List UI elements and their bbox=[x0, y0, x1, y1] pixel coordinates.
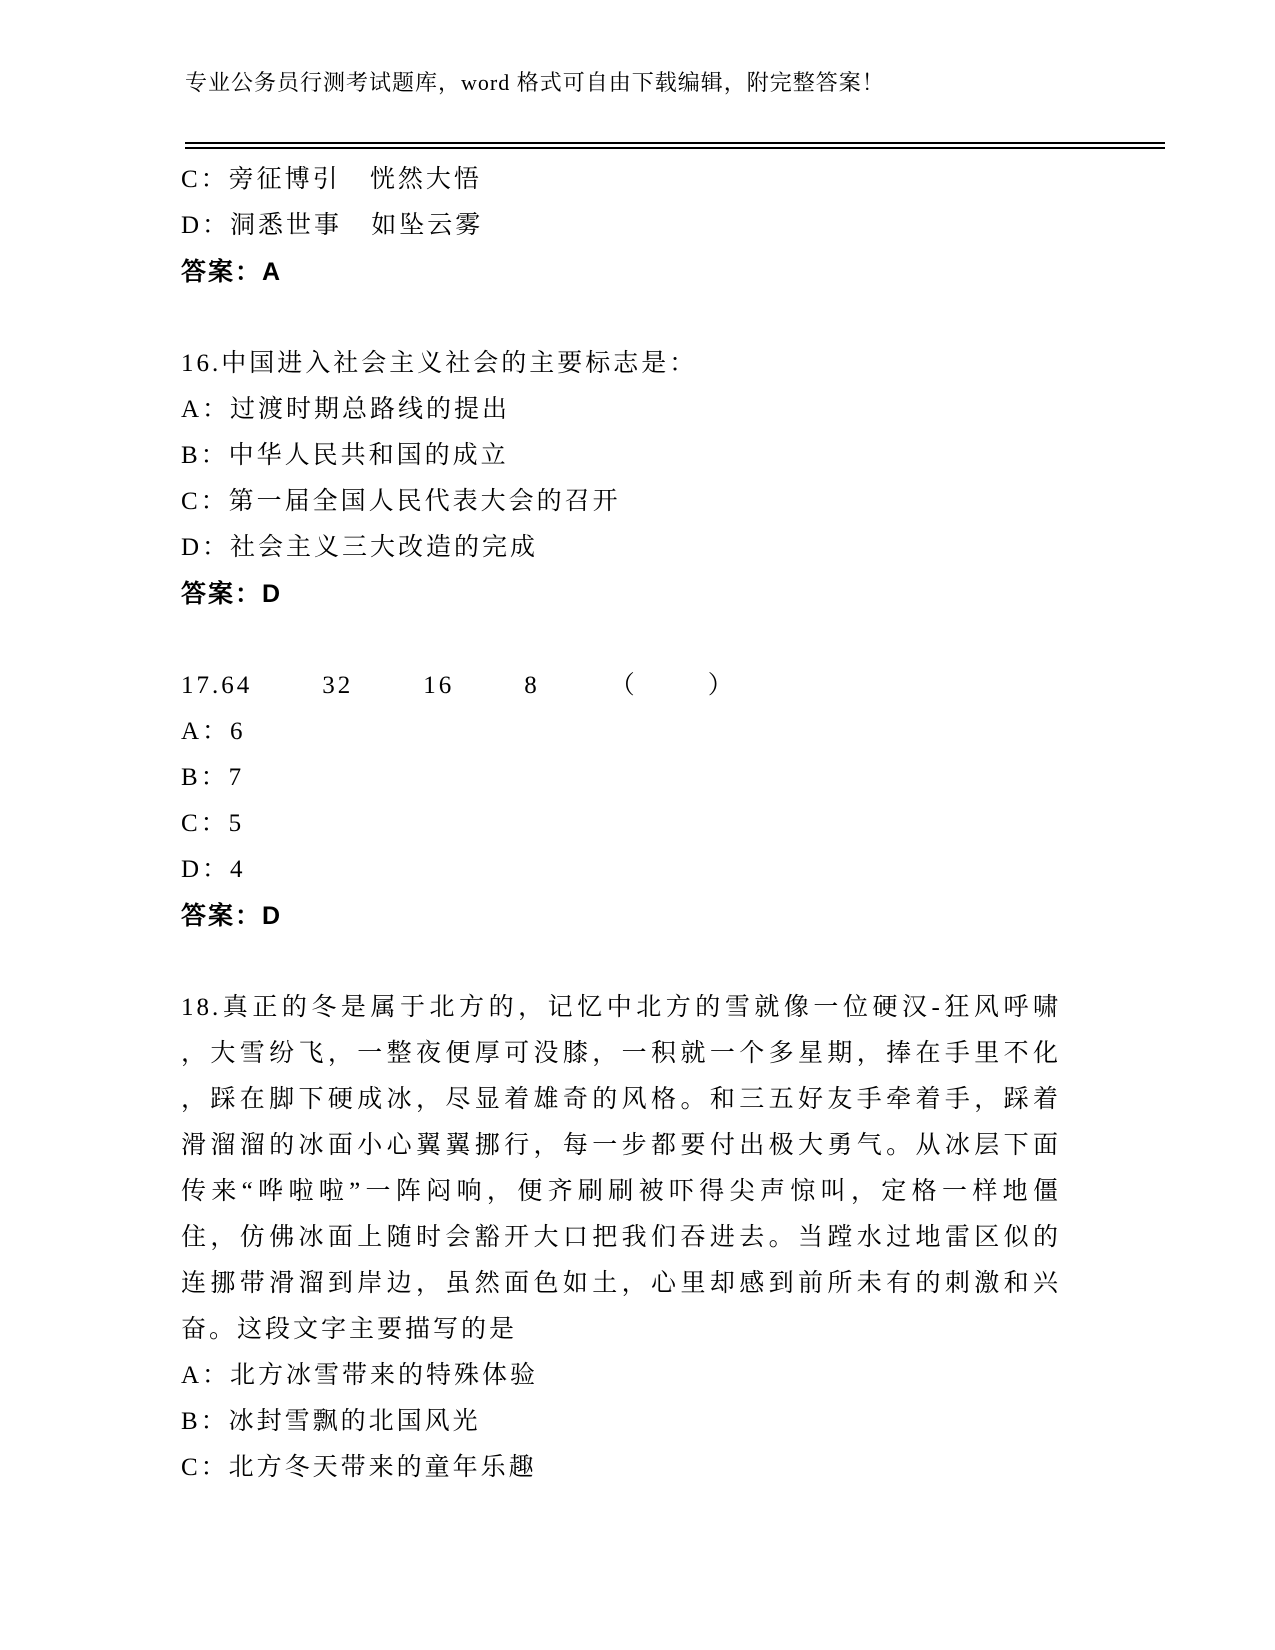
header-text: 专业公务员行测考试题库，word 格式可自由下载编辑，附完整答案！ bbox=[185, 70, 885, 95]
page-header bbox=[185, 0, 1165, 149]
q17-option-d: D：4 bbox=[181, 856, 246, 883]
q15-option-d: D：洞悉世事 如坠云雾 bbox=[181, 212, 484, 239]
q18-option-b: B：冰封雪飘的北国风光 bbox=[181, 1408, 481, 1435]
q17-option-a: A：6 bbox=[181, 718, 246, 745]
q17-sequence bbox=[181, 663, 1061, 709]
spacer bbox=[181, 295, 1061, 341]
q17-open-paren: （ bbox=[609, 672, 638, 699]
q18-option-c: C：北方冬天带来的童年乐趣 bbox=[181, 1454, 537, 1481]
q18-paragraph-line-2: ，大雪纷飞，一整夜便厚可没膝，一积就一个多星期，捧在手里不化 bbox=[181, 1040, 1061, 1067]
q18-paragraph-line-7: 连挪带滑溜到岸边，虽然面色如土，心里却感到前所未有的刺激和兴 bbox=[181, 1270, 1061, 1297]
q18-paragraph-line-5: 传来“哗啦啦”一阵闷响，便齐刷刷被吓得尖声惊叫，定格一样地僵 bbox=[181, 1178, 1061, 1205]
q17-option-b: B：7 bbox=[181, 764, 245, 791]
document-body bbox=[181, 149, 1061, 1491]
q18-paragraph-line-8: 奋。这段文字主要描写的是 bbox=[181, 1316, 518, 1343]
q18-paragraph-line-1: 18.真正的冬是属于北方的，记忆中北方的雪就像一位硬汉-狂风呼啸 bbox=[181, 994, 1061, 1021]
q17-sequence-term-3: 16 bbox=[423, 672, 455, 699]
q18-paragraph-line-6: 住，仿佛冰面上随时会豁开大口把我们吞进去。当蹚水过地雷区似的 bbox=[181, 1224, 1061, 1251]
spacer bbox=[181, 939, 1061, 985]
q18-paragraph-line-4: 滑溜溜的冰面小心翼翼挪行，每一步都要付出极大勇气。从冰层下面 bbox=[181, 1132, 1061, 1159]
q17-sequence-term-2: 32 bbox=[322, 672, 354, 699]
q16-option-a: A：过渡时期总路线的提出 bbox=[181, 396, 511, 423]
q16-option-d: D：社会主义三大改造的完成 bbox=[181, 534, 539, 561]
q16-answer: 答案：D bbox=[181, 580, 283, 608]
q16-option-b: B：中华人民共和国的成立 bbox=[181, 442, 509, 469]
q15-option-c: C：旁征博引 恍然大悟 bbox=[181, 166, 482, 193]
q17-sequence-term-4: 8 bbox=[524, 672, 540, 699]
q18-option-a: A：北方冰雪带来的特殊体验 bbox=[181, 1362, 539, 1389]
q17-close-paren: ） bbox=[707, 672, 736, 699]
q17-option-c: C：5 bbox=[181, 810, 245, 837]
q18-paragraph-line-3: ，踩在脚下硬成冰，尽显着雄奇的风格。和三五好友手牵着手，踩着 bbox=[181, 1086, 1061, 1113]
q17-sequence-term-1: 17.64 bbox=[181, 672, 253, 699]
q16-title: 16.中国进入社会主义社会的主要标志是： bbox=[181, 350, 698, 377]
q16-option-c: C：第一届全国人民代表大会的召开 bbox=[181, 488, 621, 515]
q17-answer: 答案：D bbox=[181, 902, 283, 930]
spacer bbox=[181, 617, 1061, 663]
q15-answer: 答案：A bbox=[181, 258, 283, 286]
